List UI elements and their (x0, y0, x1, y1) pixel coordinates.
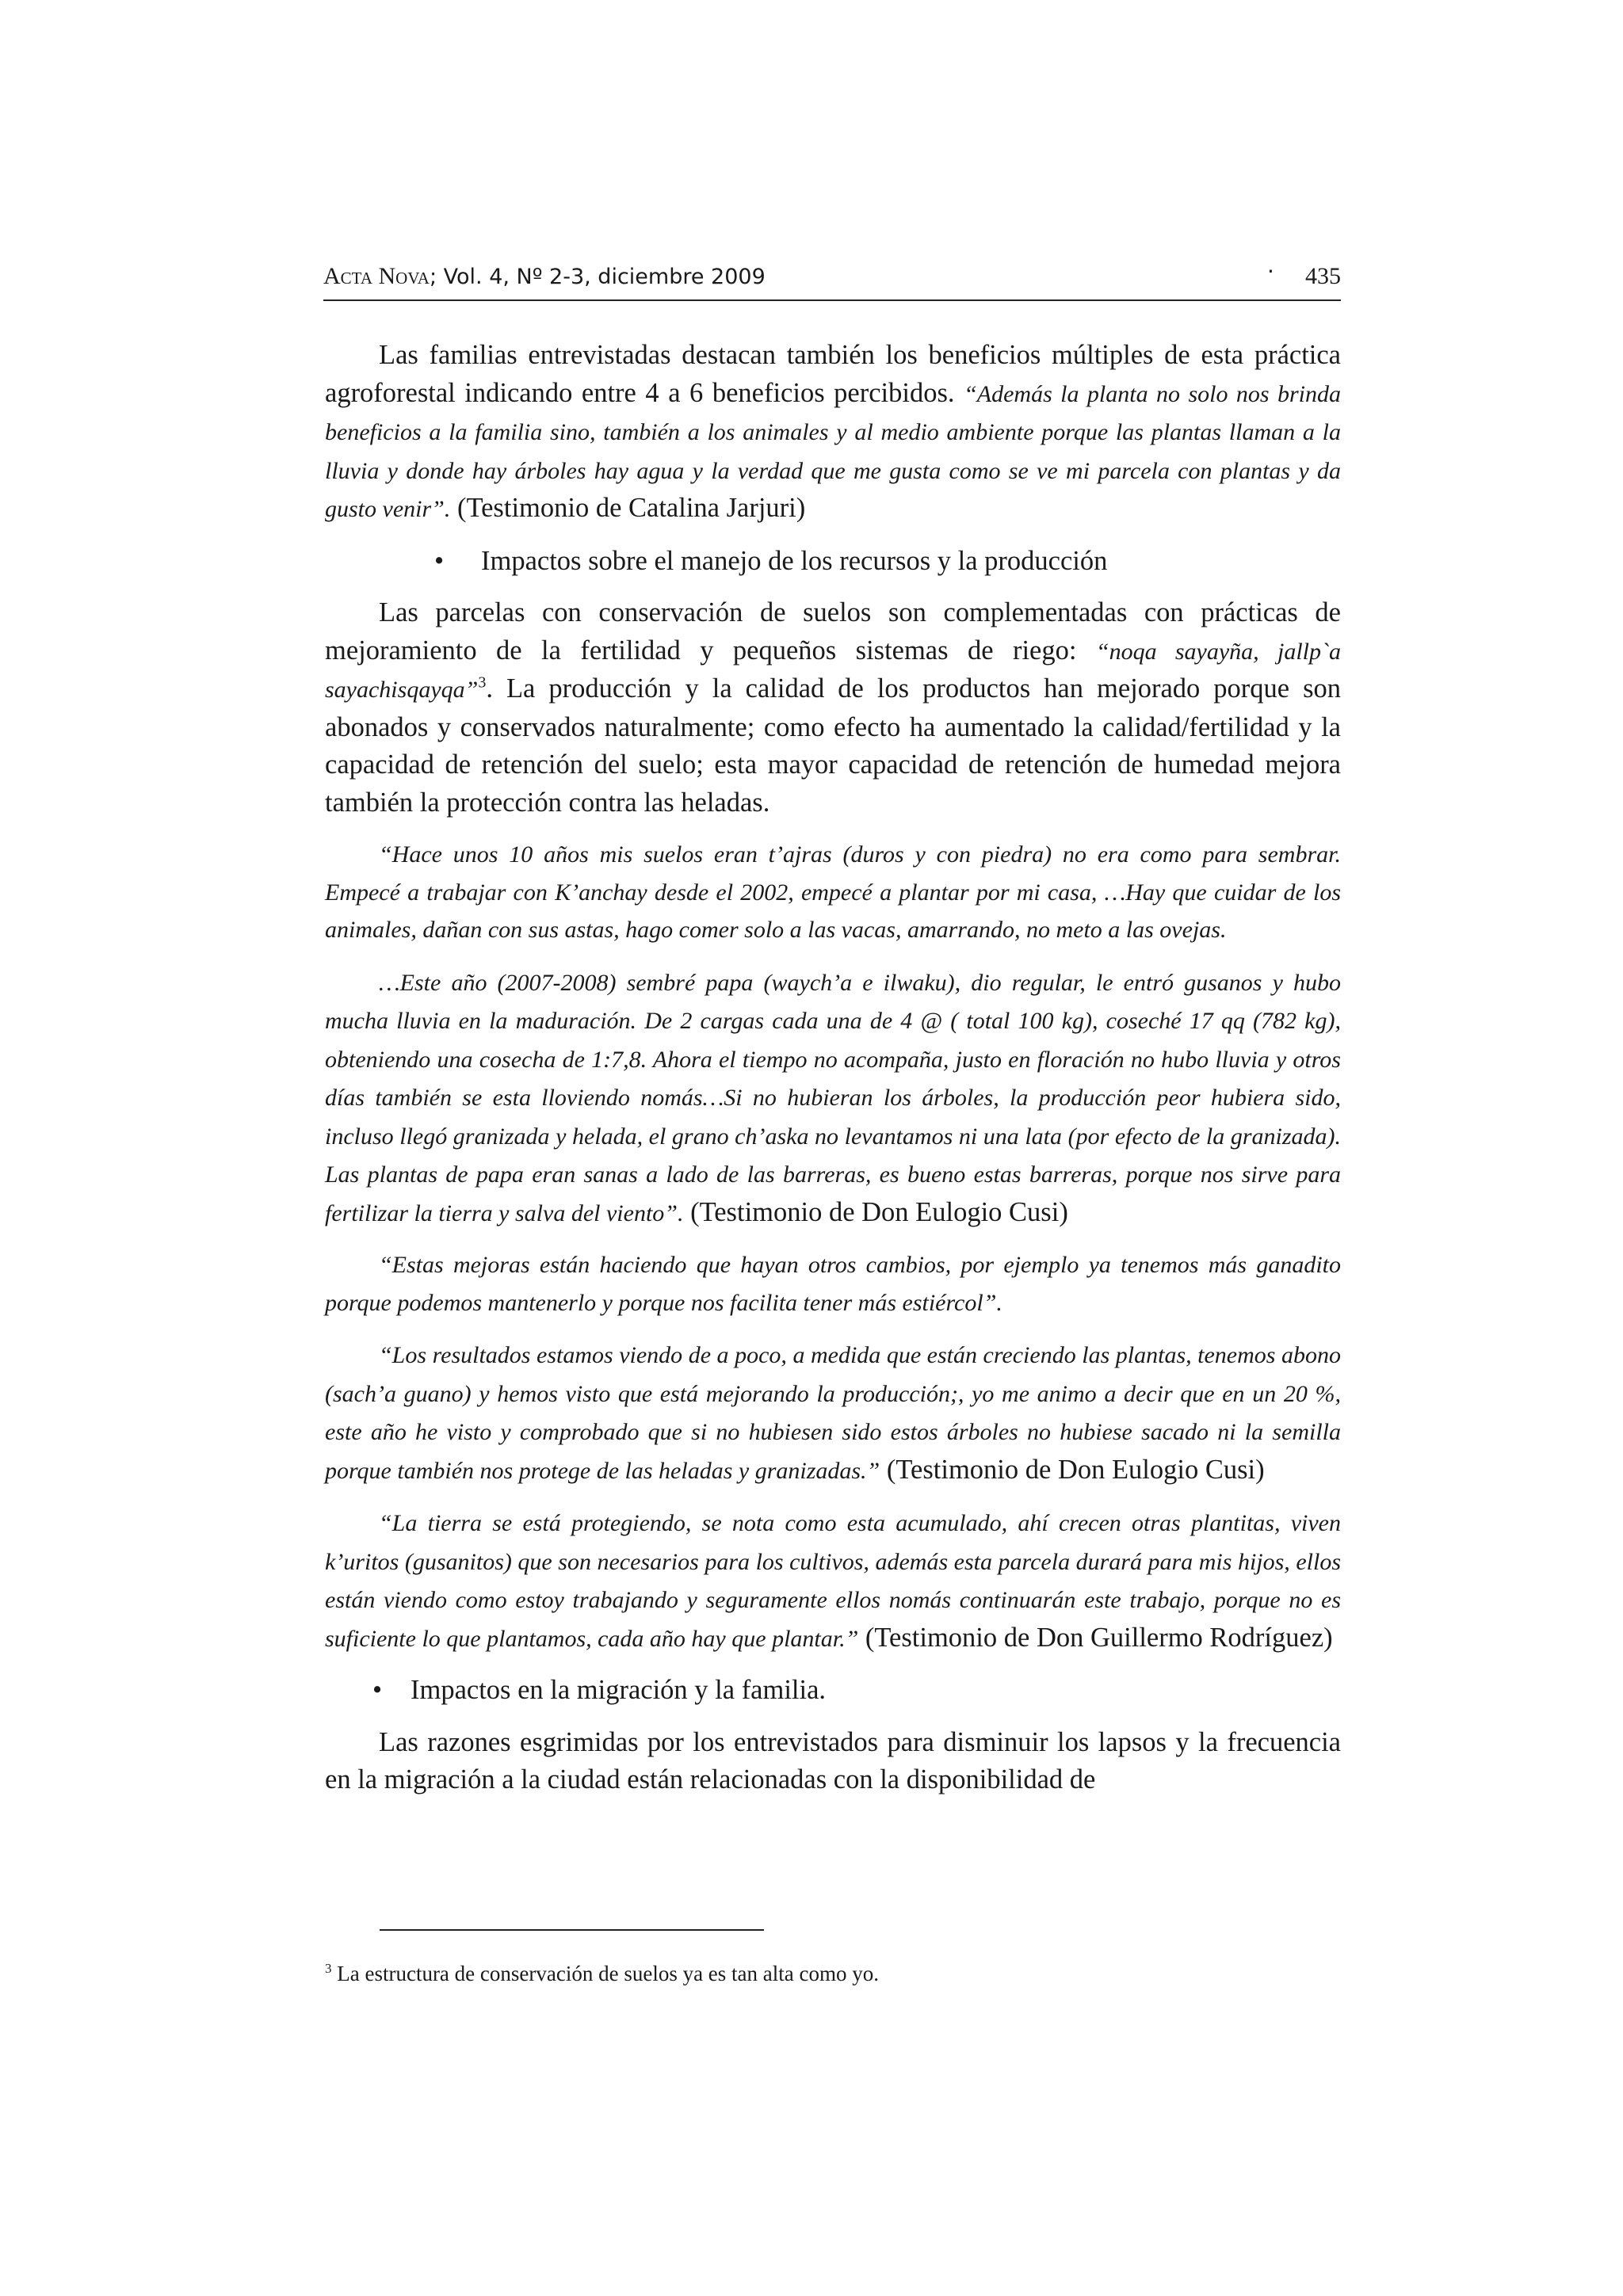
journal-name: Acta Nova (323, 263, 430, 289)
footnote-number: 3 (325, 1961, 332, 1976)
quote-2-citation: (Testimonio de Don Eulogio Cusi) (683, 1196, 1068, 1227)
bullet-icon: • (434, 545, 445, 576)
running-header (323, 258, 1341, 301)
paragraph-1-quote: “Además la planta no solo nos brinda beneficios a la familia sino, también a los animales y al medio ambiente porque las plantas llaman a la lluvia y donde hay árboles hay agua y la verdad que me gusta como se ve mi parcela con plantas y da gusto venir”. (325, 380, 1341, 522)
header-dot: · (1267, 258, 1274, 284)
quote-3: “Estas mejoras están haciendo que hayan otros cambios, por ejemplo ya tenemos más ganadito porque podemos mantenerlo y porque nos facilita tener más estiércol”. (325, 1252, 1341, 1316)
quote-2-paragraph (325, 963, 1341, 1233)
quote-1: “Hace unos 10 años mis suelos eran t’ajras (duros y con piedra) no era como para sembrar. Empecé a trabajar con K’anchay desde el 2002, empecé a plantar por mi casa, …Hay que cuidar de los animales, dañan con sus astas, hago comer solo a las vacas, amarrando, no meto a las ovejas. (325, 841, 1341, 943)
footnote (325, 1959, 879, 1988)
quote-5-paragraph (325, 1504, 1341, 1657)
footnote-reference: 3 (478, 673, 487, 692)
body-text (325, 337, 1341, 1814)
quote-2: …Este año (2007-2008) sembré papa (waych’a e ilwaku), dio regular, le entró gusanos y hubo mucha lluvia en la maduración. De 2 cargas cada una de 4 @ ( total 100 kg), coseché 17 qq (782 kg), obteniendo una cosecha de 1:7,8. Ahora el tiempo no acompaña, justo en floración no hubo lluvia y otros días también se esta lloviendo nomás…Si no hubieran los árboles, la producción peor hubiera sido, incluso llegó granizada y helada, el grano ch’aska no levantamos ni una lata (por efecto de la granizada). Las plantas de papa eran sanas a lado de las barreras, es bueno estas barreras, porque nos sirve para fertilizar la tierra y salva del viento”. (325, 969, 1341, 1226)
journal-issue: ; Vol. 4, Nº 2-3, diciembre 2009 (429, 265, 766, 289)
bullet-item-migration (325, 1672, 1341, 1710)
bullet-icon: • (372, 1675, 383, 1705)
bullet-item-resources (325, 543, 1341, 581)
bullet-item-label: Impactos sobre el manejo de los recursos y la producción (481, 545, 1108, 576)
paragraph-2-text-a: Las parcelas con conservación de suelos son complementadas con prácticas de mejoramiento de la fertilidad y pequeños sistemas de riego: (325, 597, 1341, 666)
quote-5-citation: (Testimonio de Don Guillermo Rodríguez) (858, 1622, 1333, 1653)
quote-4: “Los resultados estamos viendo de a poco, a medida que están creciendo las plantas, tenemos abono (sach’a guano) y hemos visto que está mejorando la producción;, yo me animo a decir que en un 20 %, este año he visto y comprobado que si no hubiesen sido estos árboles no hubiese sacado ni la semilla porque también nos protege de las heladas y granizadas.” (325, 1342, 1341, 1484)
journal-citation (323, 258, 766, 296)
page-number: 435 (1305, 263, 1341, 289)
quote-5: “La tierra se está protegiendo, se nota como esta acumulado, ahí crecen otras plantitas, viven k’uritos (gusanitos) que son necesarios para los cultivos, además esta parcela durará para mis hijos, ellos están viendo como estoy trabajando y seguramente ellos nomás continuarán este trabajo, porque no es suficiente lo que plantamos, cada año hay que plantar.” (325, 1510, 1341, 1652)
paragraph-1-text: Las familias entrevistadas destacan también los beneficios múltiples de esta práctica agroforestal indicando entre 4 a 6 beneficios percibidos. (325, 340, 1341, 408)
bullet-item-label: Impactos en la migración y la familia. (411, 1675, 827, 1705)
paragraph-2-text-b: . La producción y la calidad de los productos han mejorado porque son abonados y conservados naturalmente; como efecto ha aumentado la calidad/fertilidad y la capacidad de retención del suelo; esta mayor capacidad de retención de humedad mejora también la protección contra las heladas. (325, 673, 1341, 818)
footnote-text: La estructura de conservación de suelos ya es tan alta como yo. (331, 1962, 879, 1985)
paragraph-2-quote: “noqa sayayña, jallp`a sayachisqayqa” (325, 638, 1341, 703)
paragraph-1-citation: (Testimonio de Catalina Jarjuri) (450, 493, 806, 523)
quote-4-citation: (Testimonio de Don Eulogio Cusi) (880, 1454, 1265, 1485)
paragraph-1 (325, 337, 1341, 528)
quote-4-paragraph (325, 1336, 1341, 1489)
paragraph-2 (325, 594, 1341, 822)
footnote-divider (380, 1929, 764, 1931)
paragraph-3: Las razones esgrimidas por los entrevistados para disminuir los lapsos y la frecuencia en la migración a la ciudad están relacionadas con la disponibilidad de (325, 1726, 1341, 1794)
